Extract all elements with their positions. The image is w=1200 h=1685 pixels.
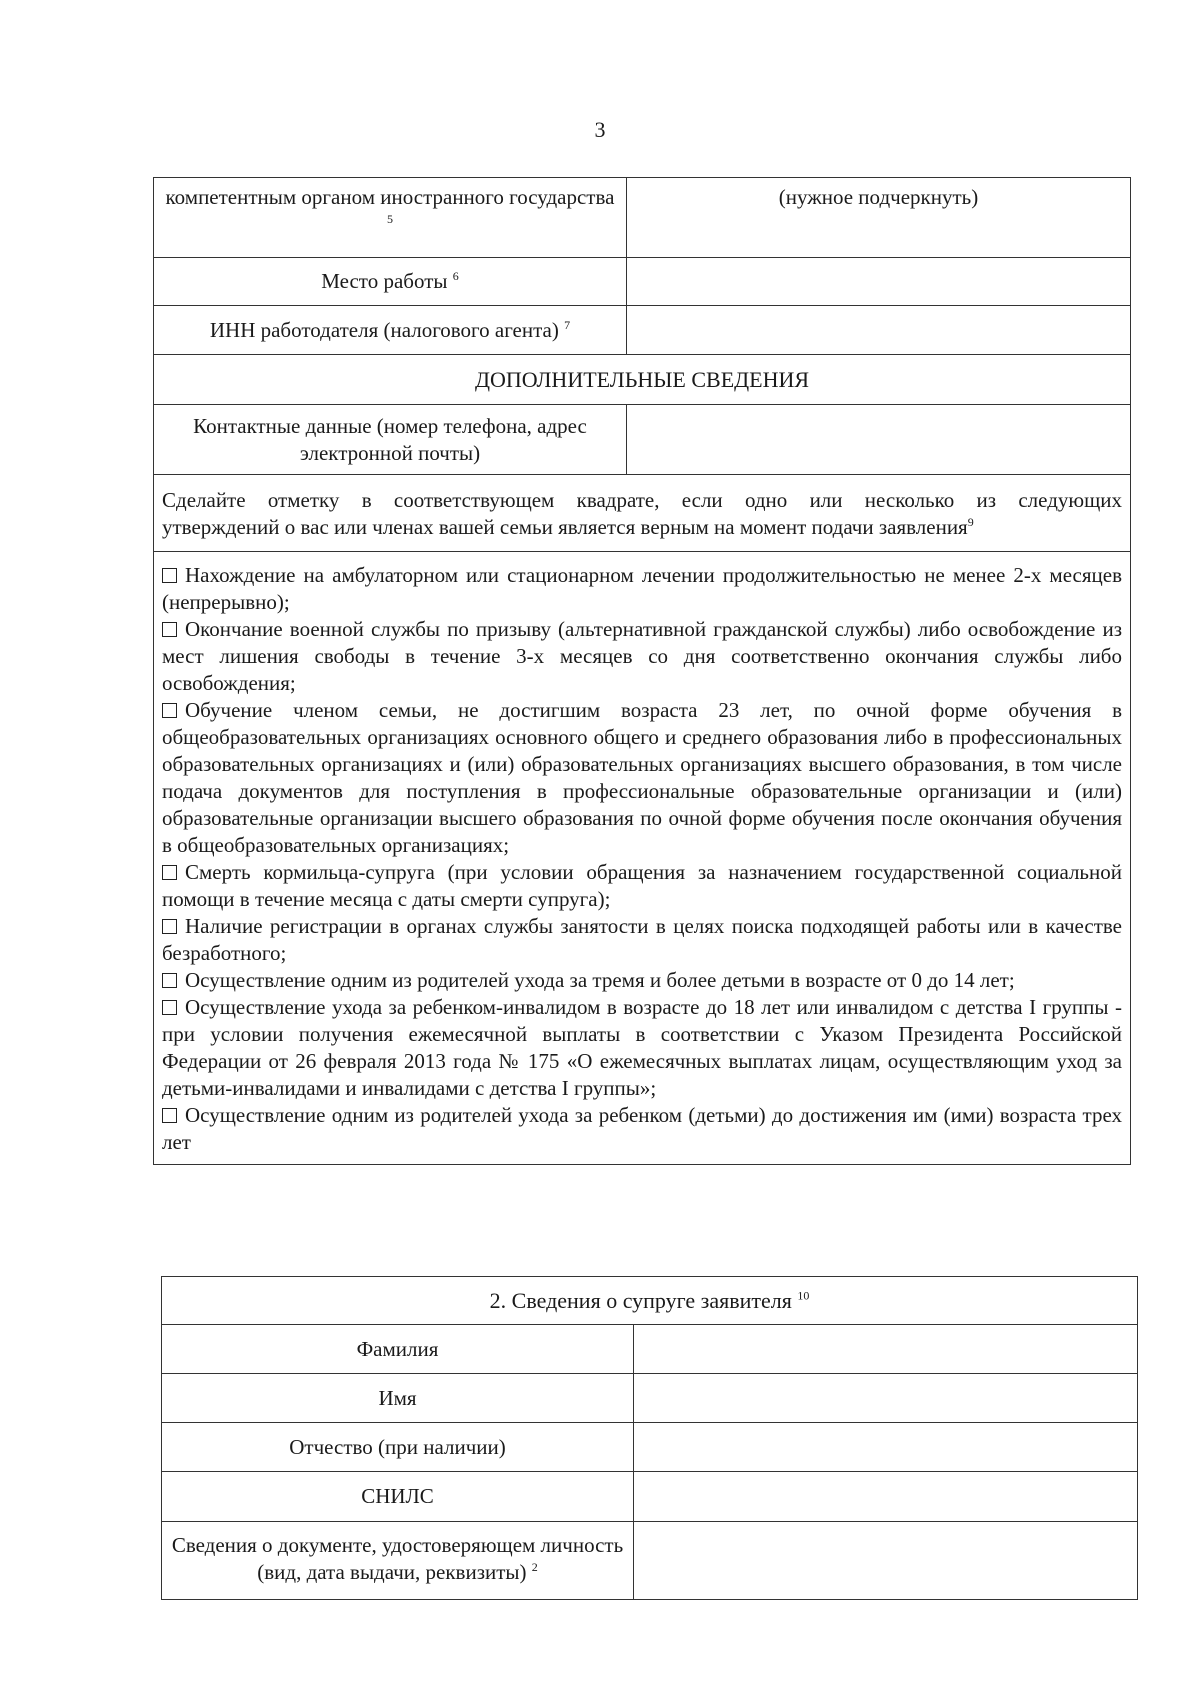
spouse-header-row bbox=[162, 1277, 1138, 1325]
option-item[interactable]: Осуществление одним из родителей ухода за ребенком (детьми) до достижения им (ими) возраста трех лет bbox=[162, 1103, 1122, 1154]
document-field[interactable] bbox=[634, 1522, 1138, 1600]
contacts-field[interactable] bbox=[627, 405, 1131, 475]
option-item[interactable]: Окончание военной службы по призыву (альтернативной гражданской службы) либо освобождение из мест лишения свободы в течение 3-х месяцев со дня соответственно окончания службы либо освобождения; bbox=[162, 617, 1122, 695]
options-list bbox=[154, 552, 1131, 1165]
applicant-info-table bbox=[153, 177, 1131, 1165]
checkbox-icon[interactable] bbox=[162, 1108, 177, 1123]
employer-inn-row bbox=[154, 306, 1131, 355]
option-item[interactable]: Наличие регистрации в органах службы занятости в целях поиска подходящей работы или в качестве безработного; bbox=[162, 914, 1122, 965]
workplace-label: Место работы $^6$ bbox=[154, 258, 627, 306]
option-item[interactable]: Смерть кормильца-супруга (при условии обращения за назначением государственной социальной помощи в течение месяца с даты смерти супруга); bbox=[162, 860, 1122, 911]
checkbox-icon[interactable] bbox=[162, 703, 177, 718]
document-label: Сведения о документе, удостоверяющем личность (вид, дата выдачи, реквизиты) $^2$ bbox=[162, 1522, 634, 1600]
additional-info-header-row bbox=[154, 355, 1131, 405]
snils-label: СНИЛС bbox=[162, 1472, 634, 1522]
workplace-field[interactable] bbox=[627, 258, 1131, 306]
option-item[interactable]: Нахождение на амбулаторном или стационарном лечении продолжительностью не менее 2-х месяцев (непрерывно); bbox=[162, 563, 1122, 614]
first-name-field[interactable] bbox=[634, 1374, 1138, 1423]
first-name-label: Имя bbox=[162, 1374, 634, 1423]
authority-row bbox=[154, 178, 1131, 258]
spouse-row bbox=[162, 1374, 1138, 1423]
contacts-label: Контактные данные (номер телефона, адрес электронной почты) bbox=[154, 405, 627, 475]
employer-inn-label: ИНН работодателя (налогового агента) $^7$ bbox=[154, 306, 627, 355]
instruction-text: Сделайте отметку в соответствующем квадрате, если одно или несколько из следующих утверждений о вас или членах вашей семьи является верным на момент подачи заявления$^9$ bbox=[154, 475, 1131, 552]
snils-field[interactable] bbox=[634, 1472, 1138, 1522]
checkbox-icon[interactable] bbox=[162, 1000, 177, 1015]
spouse-row bbox=[162, 1325, 1138, 1374]
spouse-section-title: 2. Сведения о супруге заявителя $^{10}$ bbox=[162, 1277, 1138, 1325]
checkbox-icon[interactable] bbox=[162, 973, 177, 988]
options-row bbox=[154, 552, 1131, 1165]
spouse-row bbox=[162, 1423, 1138, 1472]
patronymic-label: Отчество (при наличии) bbox=[162, 1423, 634, 1472]
option-item[interactable]: Осуществление ухода за ребенком-инвалидом в возрасте до 18 лет или инвалидом с детства I группы - при условии получения ежемесячной выплаты в соответствии с Указом Президента Российской Федерации от 26 февраля 2013 года № 175 «О ежемесячных выплатах лицам, осуществляющим уход за детьми-инвалидами и инвалидами с детства I группы»; bbox=[162, 995, 1122, 1100]
underline-hint: (нужное подчеркнуть) bbox=[627, 178, 1131, 258]
checkbox-icon[interactable] bbox=[162, 865, 177, 880]
surname-label: Фамилия bbox=[162, 1325, 634, 1374]
checkbox-icon[interactable] bbox=[162, 568, 177, 583]
spouse-document-row bbox=[162, 1522, 1138, 1600]
page-number: 3 bbox=[594, 117, 606, 142]
spouse-row bbox=[162, 1472, 1138, 1522]
employer-inn-field[interactable] bbox=[627, 306, 1131, 355]
patronymic-field[interactable] bbox=[634, 1423, 1138, 1472]
checkbox-icon[interactable] bbox=[162, 919, 177, 934]
spouse-info-table bbox=[161, 1276, 1138, 1600]
option-item[interactable]: Обучение членом семьи, не достигшим возраста 23 лет, по очной форме обучения в общеобразовательных организациях основного общего и среднего образования либо в профессиональных образовательных организациях и (или) образовательных организациях высшего образования, в том числе подача документов для поступления в профессиональные образовательные организации и (или) образовательные организации высшего образования по очной форме обучения после окончания обучения в общеобразовательных организациях; bbox=[162, 698, 1122, 857]
workplace-row bbox=[154, 258, 1131, 306]
contacts-row bbox=[154, 405, 1131, 475]
option-item[interactable]: Осуществление одним из родителей ухода за тремя и более детьми в возрасте от 0 до 14 лет; bbox=[162, 967, 1122, 994]
surname-field[interactable] bbox=[634, 1325, 1138, 1374]
authority-label: компетентным органом иностранного государства $^5$ bbox=[154, 178, 627, 258]
instruction-row bbox=[154, 475, 1131, 552]
additional-info-title: ДОПОЛНИТЕЛЬНЫЕ СВЕДЕНИЯ bbox=[154, 355, 1131, 405]
checkbox-icon[interactable] bbox=[162, 622, 177, 637]
